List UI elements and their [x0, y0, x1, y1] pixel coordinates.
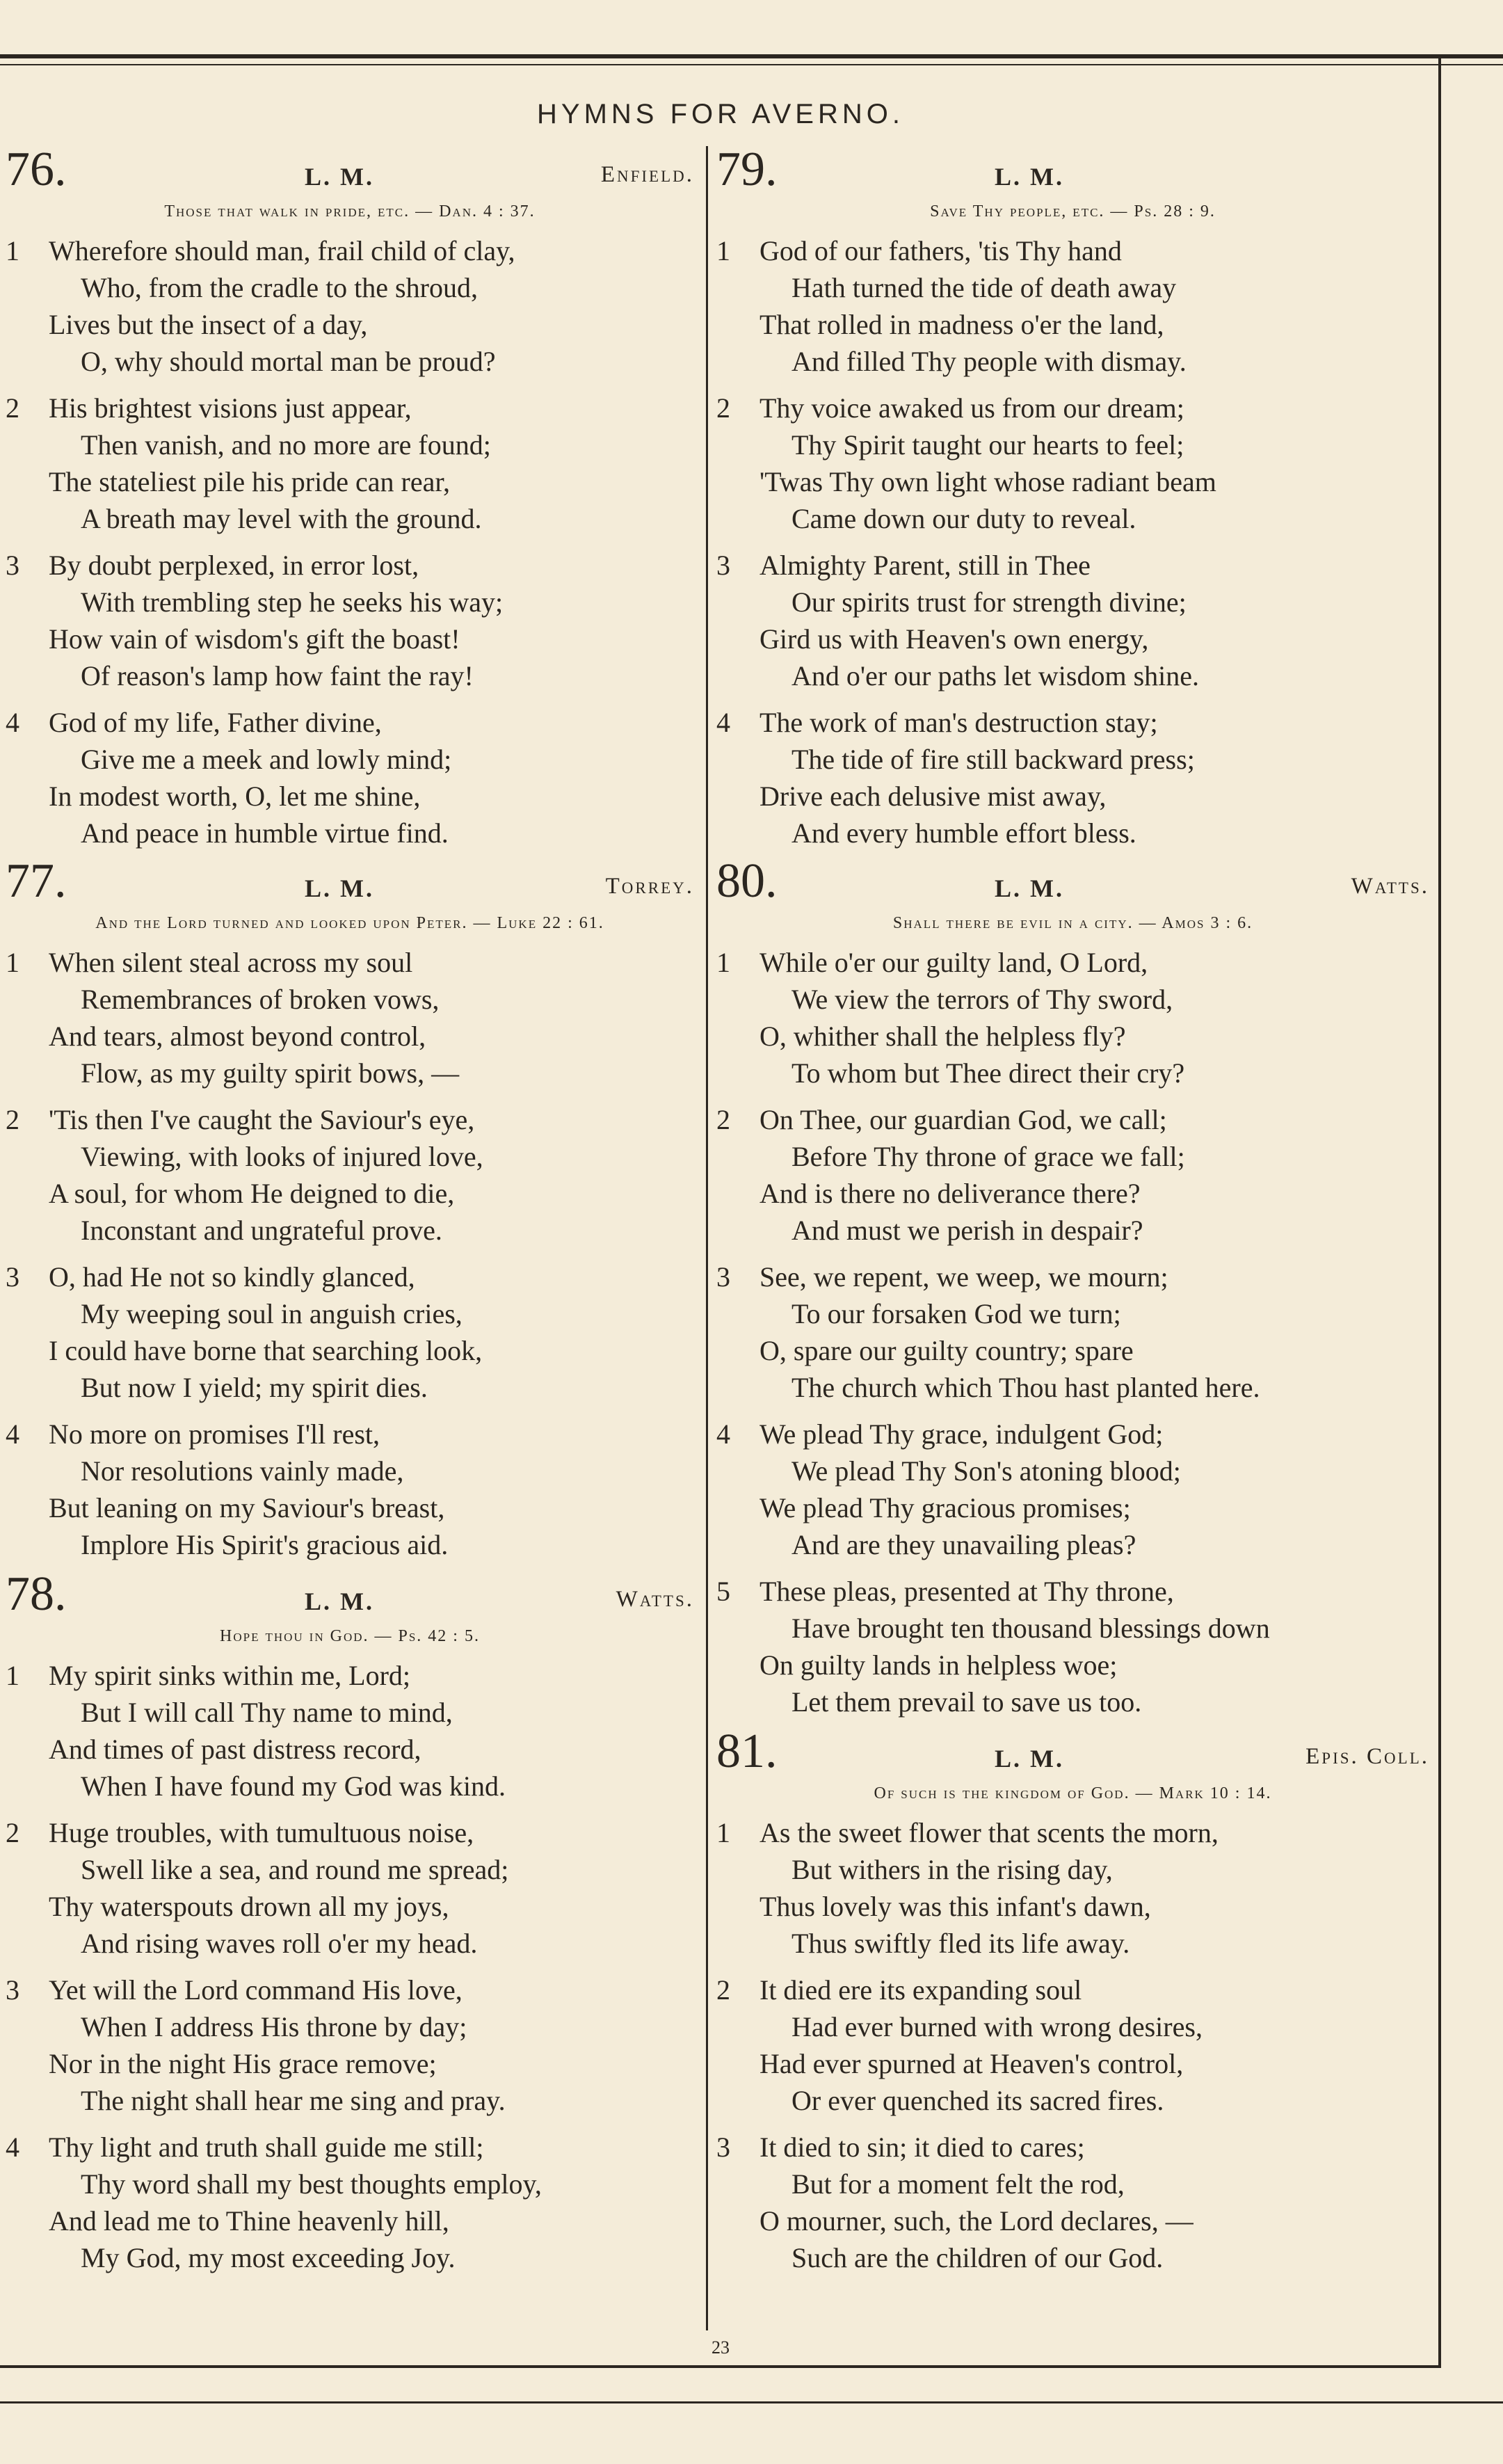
verse-line: Huge troubles, with tumultuous noise,: [49, 1817, 474, 1848]
scripture-reference: Of such is the kingdom of God. — Mark 10 : 14.: [874, 1784, 1272, 1802]
stanza-number: 4: [6, 2131, 19, 2163]
verse-line: 'Twas Thy own light whose radiant beam: [759, 466, 1216, 497]
hymn-number: 80.: [716, 854, 778, 908]
verse-line: His brightest visions just appear,: [49, 392, 412, 424]
stanza: [6, 390, 694, 537]
verse-line: To our forsaken God we turn;: [791, 1298, 1121, 1329]
hymn-header: [716, 143, 1429, 197]
stanza-number: 1: [716, 235, 730, 266]
verse-line: It died ere its expanding soul: [759, 1974, 1082, 2006]
verse-line: Who, from the cradle to the shroud,: [81, 272, 478, 303]
verse-line: The work of man's destruction stay;: [759, 707, 1158, 738]
verse-line: See, we repent, we weep, we mourn;: [759, 1261, 1168, 1293]
stanza-number: 4: [716, 707, 730, 738]
verse-line: My weeping soul in anguish cries,: [81, 1298, 463, 1329]
hymn: [716, 1725, 1429, 2276]
verse-line: Thy waterspouts drown all my joys,: [49, 1891, 449, 1922]
stanza-number: 4: [6, 707, 19, 738]
verse-line: In modest worth, O, let me shine,: [49, 781, 421, 812]
verse-line: Give me a meek and lowly mind;: [81, 744, 452, 775]
verse-line: Of reason's lamp how faint the ray!: [81, 660, 474, 691]
verse-line: Implore His Spirit's gracious aid.: [81, 1529, 449, 1560]
verse-line: Gird us with Heaven's own energy,: [759, 623, 1149, 655]
verse-line: Thy Spirit taught our hearts to feel;: [791, 429, 1184, 461]
verse-line: And every humble effort bless.: [791, 817, 1136, 849]
hymn-header: [6, 143, 694, 197]
stanza: [6, 1814, 694, 1962]
verse-line: But for a moment felt the rod,: [791, 2168, 1125, 2200]
stanza-number: 2: [6, 1104, 19, 1135]
top-rule-thin: [0, 64, 1503, 65]
verse-line: A soul, for whom He deigned to die,: [49, 1178, 455, 1209]
stanza-number: 1: [6, 235, 19, 266]
stanza: [716, 232, 1429, 380]
verse-line: Had ever spurned at Heaven's control,: [759, 2048, 1184, 2079]
stanza: [6, 1971, 694, 2119]
hymn-tune: Watts.: [616, 1587, 694, 1612]
frame-bottom-border: [0, 2365, 1441, 2368]
verse-line: Let them prevail to save us too.: [791, 1686, 1142, 1718]
stanza-number: 3: [6, 550, 19, 581]
verse-line: The tide of fire still backward press;: [791, 744, 1195, 775]
verse-line: Nor in the night His grace remove;: [49, 2048, 437, 2079]
verse-line: Hath turned the tide of death away: [791, 272, 1177, 303]
stanza-number: 1: [6, 1660, 19, 1691]
stanza: [6, 944, 694, 1091]
verse-line: Swell like a sea, and round me spread;: [81, 1854, 509, 1885]
verse-line: When silent steal across my soul: [49, 947, 413, 978]
stanza: [6, 1258, 694, 1406]
verse-line: God of my life, Father divine,: [49, 707, 382, 738]
verse-line: That rolled in madness o'er the land,: [759, 309, 1164, 340]
verse-line: O, why should mortal man be proud?: [81, 346, 496, 377]
bottom-rule: [0, 2401, 1503, 2403]
verse-line: Came down our duty to reveal.: [791, 503, 1136, 534]
verse-line: Remembrances of broken vows,: [81, 984, 440, 1015]
stanza: [6, 2129, 694, 2276]
stanza: [716, 1971, 1429, 2119]
stanza: [716, 944, 1429, 1091]
verse-line: Wherefore should man, frail child of clay,: [49, 235, 515, 266]
hymn-meter: L. M.: [995, 163, 1064, 191]
verse-line: And is there no deliverance there?: [759, 1178, 1141, 1209]
verse-line: And lead me to Thine heavenly hill,: [49, 2205, 449, 2237]
verse-line: While o'er our guilty land, O Lord,: [759, 947, 1148, 978]
verse-line: Our spirits trust for strength divine;: [791, 586, 1187, 618]
verse-line: O, spare our guilty country; spare: [759, 1335, 1134, 1366]
stanza: [6, 232, 694, 380]
left-column: [6, 143, 694, 2286]
verse-line: We plead Thy gracious promises;: [759, 1492, 1131, 1523]
verse-line: 'Tis then I've caught the Saviour's eye,: [49, 1104, 475, 1135]
verse-line: But I will call Thy name to mind,: [81, 1697, 453, 1728]
verse-line: Drive each delusive mist away,: [759, 781, 1107, 812]
hymn-number: 81.: [716, 1725, 778, 1778]
hymn-meter: L. M.: [305, 874, 374, 902]
hymn: [6, 854, 694, 1563]
verse-line: As the sweet flower that scents the morn,: [759, 1817, 1219, 1848]
scripture-reference: Shall there be evil in a city. — Amos 3 : 6.: [892, 914, 1253, 932]
stanza: [716, 1258, 1429, 1406]
hymn-tune: Torrey.: [605, 874, 694, 899]
verse-line: The church which Thou hast planted here.: [791, 1372, 1260, 1403]
scripture-reference: Save Thy people, etc. — Ps. 28 : 9.: [930, 202, 1216, 221]
verse-line: Thy light and truth shall guide me still;: [49, 2131, 484, 2163]
stanza: [716, 390, 1429, 537]
verse-line: And tears, almost beyond control,: [49, 1021, 426, 1052]
hymn: [716, 143, 1429, 851]
verse-line: When I address His throne by day;: [81, 2011, 467, 2042]
running-head: HYMNS FOR AVERNO.: [537, 99, 904, 129]
verse-line: These pleas, presented at Thy throne,: [759, 1576, 1174, 1607]
verse-line: When I have found my God was kind.: [81, 1770, 506, 1802]
hymn-number: 77.: [6, 854, 67, 908]
verse-line: Before Thy throne of grace we fall;: [791, 1141, 1185, 1172]
stanza: [6, 1416, 694, 1563]
stanza-number: 2: [6, 392, 19, 424]
verse-line: On Thee, our guardian God, we call;: [759, 1104, 1167, 1135]
right-column: [716, 143, 1429, 2286]
hymn-header: [6, 1567, 694, 1622]
stanza: [716, 2129, 1429, 2276]
verse-line: I could have borne that searching look,: [49, 1335, 483, 1366]
stanza: [716, 547, 1429, 694]
verse-line: And peace in humble virtue find.: [81, 817, 449, 849]
top-rule: [0, 54, 1503, 58]
verse-line: But leaning on my Saviour's breast,: [49, 1492, 445, 1523]
column-divider: [706, 146, 708, 2330]
scripture-reference: And the Lord turned and looked upon Peter. — Luke 22 : 61.: [95, 914, 604, 932]
verse-line: God of our fathers, 'tis Thy hand: [759, 235, 1122, 266]
frame-right-border: [1438, 58, 1441, 2367]
verse-line: And rising waves roll o'er my head.: [81, 1928, 478, 1959]
verse-line: And filled Thy people with dismay.: [791, 346, 1187, 377]
verse-line: Viewing, with looks of injured love,: [81, 1141, 483, 1172]
stanza-number: 2: [716, 1104, 730, 1135]
stanza: [716, 1416, 1429, 1563]
stanza: [716, 1814, 1429, 1962]
stanza: [6, 1101, 694, 1249]
stanza-number: 4: [716, 1418, 730, 1450]
hymn-meter: L. M.: [305, 163, 374, 191]
verse-line: O mourner, such, the Lord declares, —: [759, 2205, 1193, 2237]
stanza-number: 3: [716, 2131, 730, 2163]
verse-line: My spirit sinks within me, Lord;: [49, 1660, 410, 1691]
verse-line: We plead Thy grace, indulgent God;: [759, 1418, 1164, 1450]
stanza-number: 4: [6, 1418, 19, 1450]
verse-line: How vain of wisdom's gift the boast!: [49, 623, 460, 655]
hymn: [6, 1567, 694, 2276]
stanza-number: 5: [716, 1576, 730, 1607]
stanza-number: 3: [6, 1974, 19, 2006]
stanza-number: 3: [6, 1261, 19, 1293]
hymn-header: [716, 1725, 1429, 1779]
hymn-tune: Watts.: [1351, 874, 1429, 899]
verse-line: O, whither shall the helpless fly?: [759, 1021, 1126, 1052]
hymn-number: 76.: [6, 143, 67, 196]
verse-line: The stateliest pile his pride can rear,: [49, 466, 451, 497]
verse-line: And must we perish in despair?: [791, 1215, 1143, 1246]
verse-line: Thy word shall my best thoughts employ,: [81, 2168, 542, 2200]
verse-line: But now I yield; my spirit dies.: [81, 1372, 428, 1403]
hymn-meter: L. M.: [995, 1745, 1064, 1773]
hymn-tune: Epis. Coll.: [1305, 1744, 1429, 1769]
verse-line: My God, my most exceeding Joy.: [81, 2242, 456, 2273]
stanza-number: 1: [716, 947, 730, 978]
verse-line: With trembling step he seeks his way;: [81, 586, 504, 618]
verse-line: And are they unavailing pleas?: [791, 1529, 1136, 1560]
verse-line: And o'er our paths let wisdom shine.: [791, 660, 1200, 691]
verse-line: But withers in the rising day,: [791, 1854, 1113, 1885]
stanza: [6, 704, 694, 851]
verse-line: Or ever quenched its sacred fires.: [791, 2085, 1164, 2116]
hymn: [6, 143, 694, 851]
hymn-meter: L. M.: [305, 1587, 374, 1615]
verse-line: Thus lovely was this infant's dawn,: [759, 1891, 1151, 1922]
verse-line: Had ever burned with wrong desires,: [791, 2011, 1203, 2042]
stanza: [6, 547, 694, 694]
verse-line: O, had He not so kindly glanced,: [49, 1261, 415, 1293]
stanza-number: 2: [716, 392, 730, 424]
stanza-number: 2: [6, 1817, 19, 1848]
verse-line: Such are the children of our God.: [791, 2242, 1164, 2273]
stanza: [716, 704, 1429, 851]
verse-line: The night shall hear me sing and pray.: [81, 2085, 506, 2116]
verse-line: And times of past distress record,: [49, 1734, 421, 1765]
page-number: 23: [712, 2337, 730, 2358]
stanza-number: 2: [716, 1974, 730, 2006]
hymn: [716, 854, 1429, 1720]
verse-line: No more on promises I'll rest,: [49, 1418, 380, 1450]
verse-line: To whom but Thee direct their cry?: [791, 1057, 1185, 1089]
verse-line: We view the terrors of Thy sword,: [791, 984, 1173, 1015]
verse-line: Almighty Parent, still in Thee: [759, 550, 1091, 581]
hymn-header: [6, 854, 694, 909]
hymn-number: 79.: [716, 143, 778, 196]
stanza: [716, 1573, 1429, 1720]
verse-line: Flow, as my guilty spirit bows, —: [81, 1057, 460, 1089]
stanza-number: 1: [716, 1817, 730, 1848]
verse-line: Nor resolutions vainly made,: [81, 1455, 404, 1487]
verse-line: Yet will the Lord command His love,: [49, 1974, 463, 2006]
scripture-reference: Those that walk in pride, etc. — Dan. 4 : 37.: [164, 202, 536, 221]
verse-line: Have brought ten thousand blessings down: [791, 1613, 1270, 1644]
verse-line: A breath may level with the ground.: [81, 503, 482, 534]
stanza: [716, 1101, 1429, 1249]
hymn-number: 78.: [6, 1567, 67, 1621]
verse-line: Thy voice awaked us from our dream;: [759, 392, 1184, 424]
verse-line: It died to sin; it died to cares;: [759, 2131, 1085, 2163]
verse-line: We plead Thy Son's atoning blood;: [791, 1455, 1181, 1487]
verse-line: Then vanish, and no more are found;: [81, 429, 491, 461]
hymn-tune: Enfield.: [600, 162, 694, 187]
verse-line: Lives but the insect of a day,: [49, 309, 368, 340]
scripture-reference: Hope thou in God. — Ps. 42 : 5.: [220, 1627, 480, 1645]
stanza-number: 3: [716, 550, 730, 581]
stanza-number: 1: [6, 947, 19, 978]
verse-line: On guilty lands in helpless woe;: [759, 1649, 1118, 1681]
hymn-header: [716, 854, 1429, 909]
stanza-number: 3: [716, 1261, 730, 1293]
stanza: [6, 1657, 694, 1805]
verse-line: Thus swiftly fled its life away.: [791, 1928, 1130, 1959]
verse-line: By doubt perplexed, in error lost,: [49, 550, 419, 581]
hymn-meter: L. M.: [995, 874, 1064, 902]
verse-line: Inconstant and ungrateful prove.: [81, 1215, 442, 1246]
